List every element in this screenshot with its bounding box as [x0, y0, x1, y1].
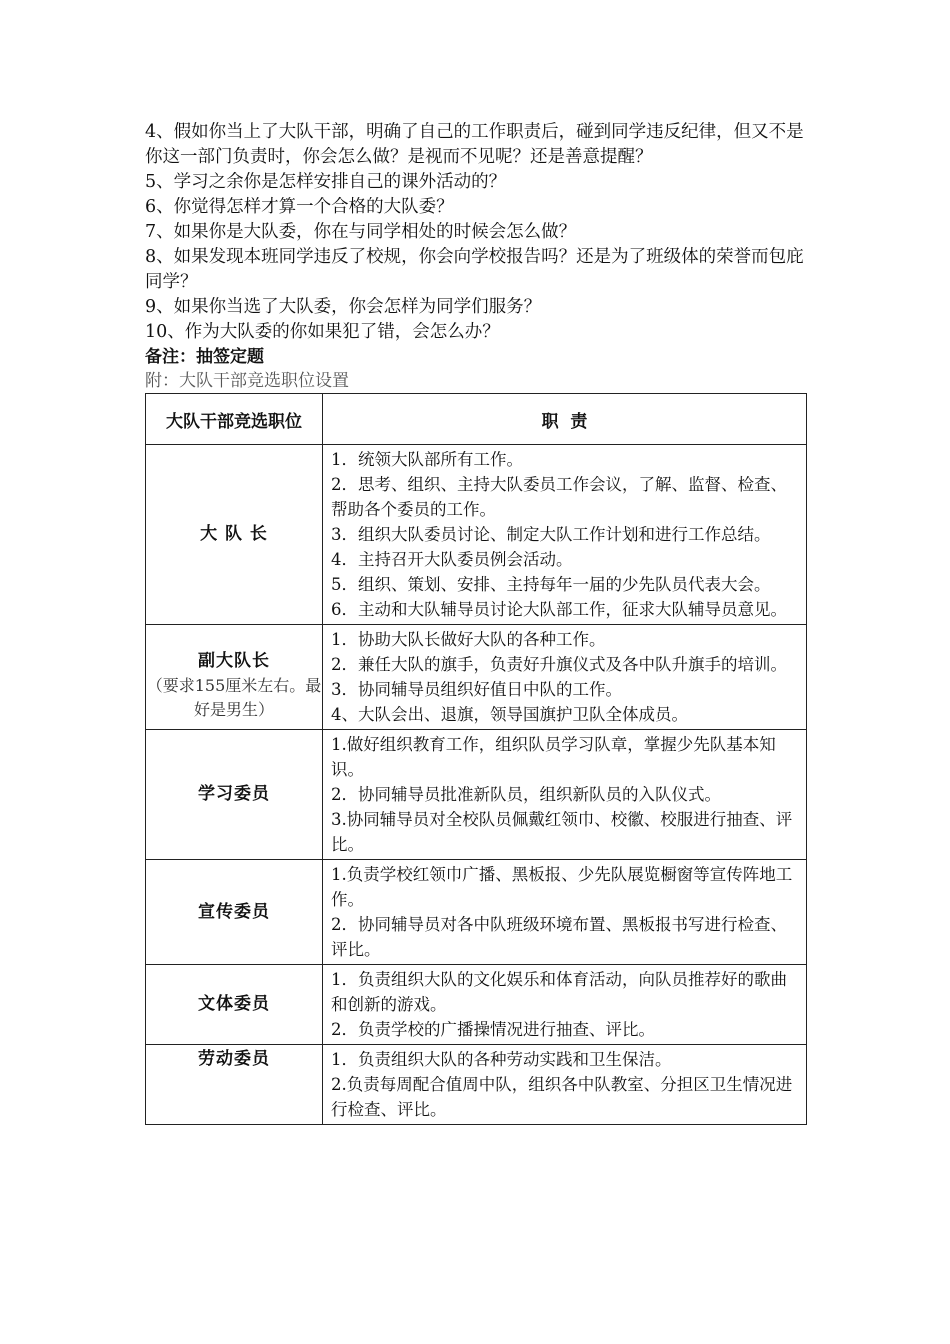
table-header-row: [146, 394, 807, 445]
table-row: [146, 1045, 807, 1125]
duty-item: 2．兼任大队的旗手，负责好升旗仪式及各中队升旗手的培训。: [331, 655, 787, 674]
header-position: 大队干部竞选职位: [146, 394, 323, 445]
position-cell: [146, 1045, 323, 1125]
duty-item: 3．协同辅导员组织好值日中队的工作。: [331, 680, 622, 699]
position-cell: [146, 730, 323, 860]
position-note: （要求155厘米左右。最好是男生）: [146, 676, 322, 719]
duties-cell: [323, 445, 807, 625]
question-10: 10、作为大队委的你如果犯了错，会怎么办？: [145, 322, 500, 342]
duties-cell: [323, 1045, 807, 1125]
duties-cell: [323, 860, 807, 965]
duty-item: 5．组织、策划、安排、主持每年一届的少先队员代表大会。: [331, 575, 771, 594]
table-row: [146, 860, 807, 965]
duty-item: 1.做好组织教育工作，组织队员学习队章，掌握少先队基本知识。: [331, 735, 776, 779]
position-cell: [146, 625, 323, 730]
table-row: [146, 965, 807, 1045]
position-name: 大 队 长: [200, 524, 268, 544]
duty-item: 1．负责组织大队的文化娱乐和体育活动，向队员推荐好的歌曲和创新的游戏。: [331, 970, 787, 1014]
duty-item: 1．负责组织大队的各种劳动实践和卫生保洁。: [331, 1050, 672, 1069]
duty-item: 1.负责学校红领巾广播、黑板报、少先队展览橱窗等宣传阵地工作。: [331, 865, 793, 909]
position-cell: [146, 860, 323, 965]
duty-item: 1．协助大队长做好大队的各种工作。: [331, 630, 606, 649]
duty-item: 2．思考、组织、主持大队委员工作会议，了解、监督、检查、帮助各个委员的工作。: [331, 475, 787, 519]
duty-item: 3．组织大队委员讨论、制定大队工作计划和进行工作总结。: [331, 525, 771, 544]
duty-item: 2．协同辅导员对各中队班级环境布置、黑板报书写进行检查、评比。: [331, 915, 787, 959]
duty-item: 2．协同辅导员批准新队员，组织新队员的入队仪式。: [331, 785, 721, 804]
position-name: 副大队长: [198, 651, 270, 671]
header-duties: 职 责: [323, 394, 807, 445]
duty-item: 1．统领大队部所有工作。: [331, 450, 523, 469]
question-9: 9、如果你当选了大队委，你会怎样为同学们服务？: [145, 297, 542, 317]
note: 备注：抽签定题: [145, 347, 264, 367]
table-row: [146, 445, 807, 625]
position-cell: [146, 965, 323, 1045]
duties-cell: [323, 625, 807, 730]
duties-cell: [323, 965, 807, 1045]
question-5: 5、学习之余你是怎样安排自己的课外活动的？: [145, 172, 507, 192]
duties-cell: [323, 730, 807, 860]
duty-item: 2.负责每周配合值周中队，组织各中队教室、分担区卫生情况进行检查、评比。: [331, 1075, 793, 1119]
question-7: 7、如果你是大队委，你在与同学相处的时候会怎么做？: [145, 222, 577, 242]
question-6: 6、你觉得怎样才算一个合格的大队委？: [145, 197, 454, 217]
duty-item: 4、大队会出、退旗，领导国旗护卫队全体成员。: [331, 705, 688, 724]
position-name: 文体委员: [198, 994, 270, 1014]
duty-item: 3.协同辅导员对全校队员佩戴红领巾、校徽、校服进行抽查、评比。: [331, 810, 793, 854]
duty-item: 4．主持召开大队委员例会活动。: [331, 550, 573, 569]
table-row: [146, 625, 807, 730]
question-4: 4、假如你当上了大队干部，明确了自己的工作职责后，碰到同学违反纪律，但又不是你这一部门负责时，你会怎么做？是视而不见呢？还是善意提醒？: [145, 122, 804, 167]
table-row: [146, 730, 807, 860]
position-name: 宣传委员: [198, 901, 270, 922]
duty-item: 6．主动和大队辅导员讨论大队部工作，征求大队辅导员意见。: [331, 600, 787, 619]
position-name: 劳动委员: [198, 1049, 270, 1069]
position-cell: [146, 445, 323, 625]
appendix-title: 附：大队干部竞选职位设置: [145, 371, 349, 391]
question-8: 8、如果发现本班同学违反了校规，你会向学校报告吗？还是为了班级体的荣誉而包庇同学？: [145, 247, 804, 292]
positions-table: [145, 393, 807, 1125]
document-page: [145, 120, 807, 1125]
duty-item: 2．负责学校的广播操情况进行抽查、评比。: [331, 1020, 655, 1039]
position-name: 学习委员: [198, 784, 270, 804]
